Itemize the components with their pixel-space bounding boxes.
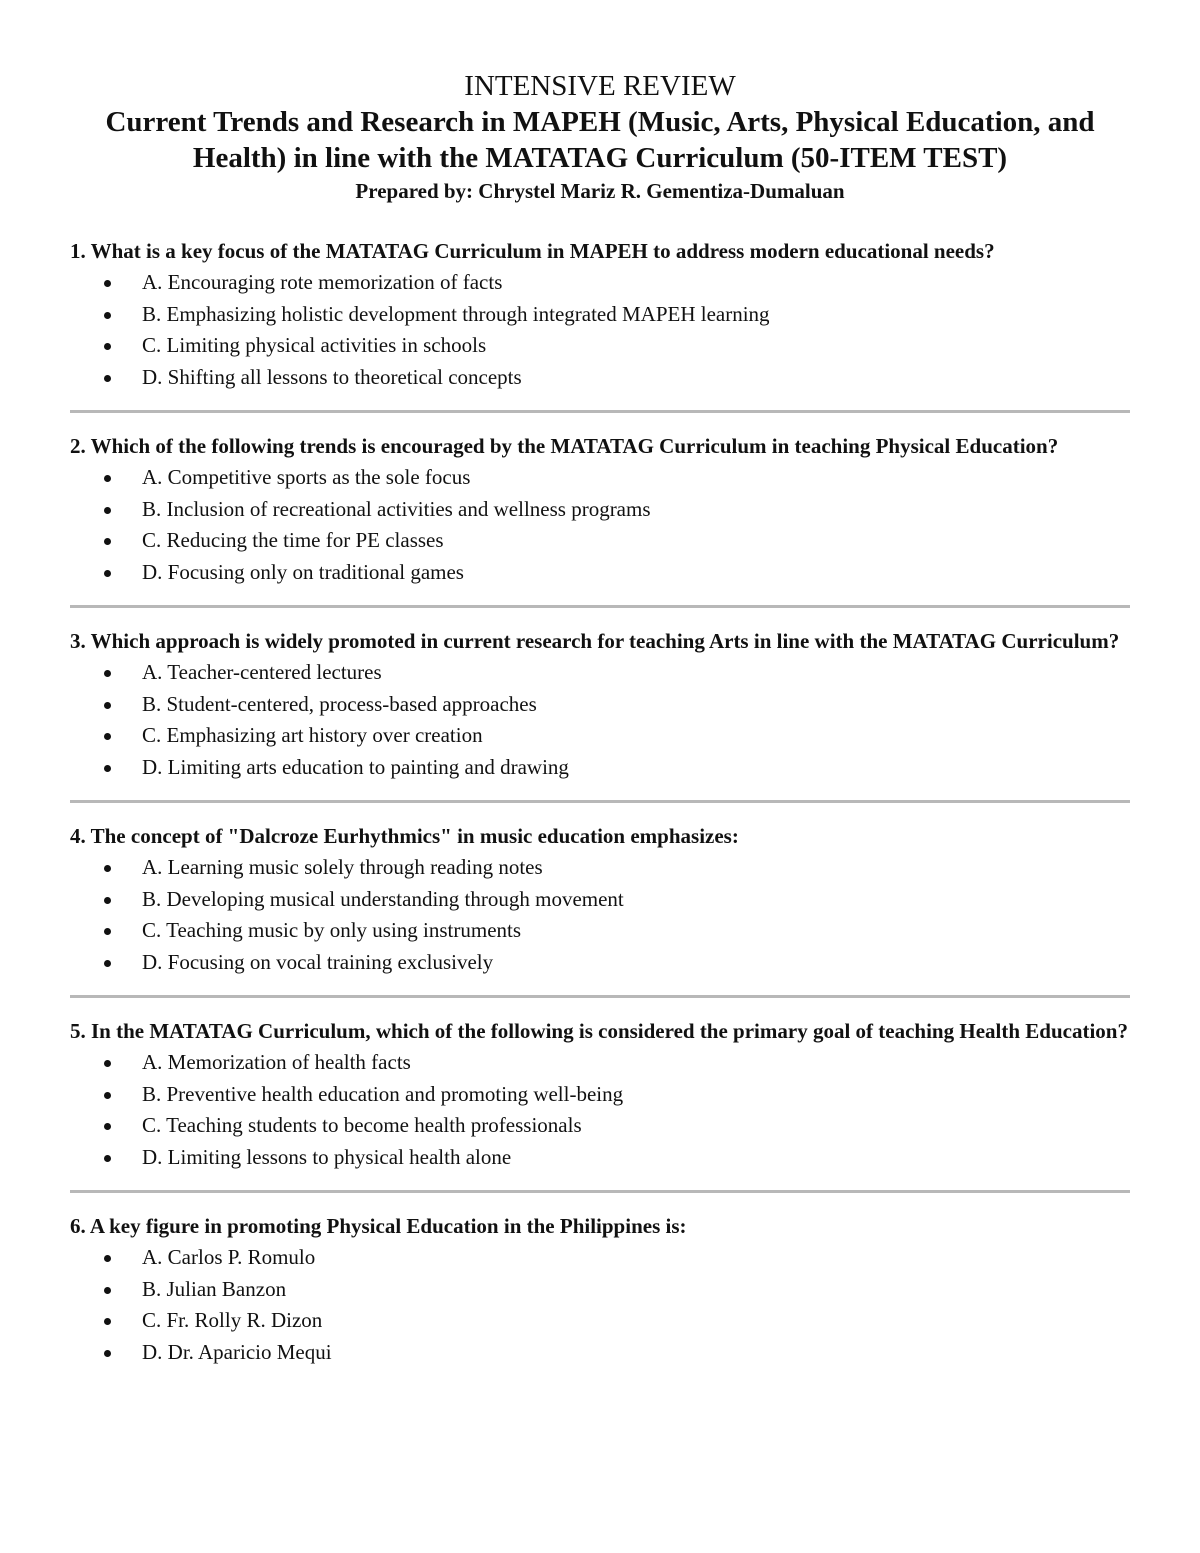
divider bbox=[70, 605, 1130, 608]
option-list bbox=[70, 267, 1130, 393]
option-text: B. Student-centered, process-based approaches bbox=[142, 691, 537, 716]
option-c bbox=[70, 1110, 1130, 1142]
option-d bbox=[70, 1337, 1130, 1369]
question-4 bbox=[70, 817, 1130, 978]
option-text: A. Carlos P. Romulo bbox=[142, 1245, 316, 1269]
bullet-icon bbox=[104, 765, 111, 772]
option-b bbox=[70, 494, 1130, 526]
bullet-icon bbox=[104, 1123, 111, 1130]
bullet-icon bbox=[104, 570, 111, 577]
bullet-icon bbox=[104, 475, 111, 482]
option-text: C. Teaching music by only using instruments bbox=[142, 918, 522, 942]
bullet-icon bbox=[104, 1350, 111, 1357]
option-a bbox=[70, 852, 1130, 884]
bullet-icon bbox=[104, 1060, 111, 1067]
bullet-icon bbox=[104, 375, 111, 382]
bullet-icon bbox=[104, 343, 111, 350]
option-c bbox=[70, 330, 1130, 362]
question-text: 3. Which approach is widely promoted in current research for teaching Arts in line with the MATATAG Curriculum? bbox=[70, 629, 1120, 653]
option-b bbox=[70, 689, 1130, 721]
option-b bbox=[70, 299, 1130, 331]
option-list bbox=[70, 852, 1130, 978]
option-text: D. Focusing only on traditional games bbox=[142, 559, 464, 584]
option-d bbox=[70, 362, 1130, 394]
bullet-icon bbox=[104, 1255, 111, 1262]
document-title: INTENSIVE REVIEW bbox=[464, 70, 736, 102]
option-text: B. Preventive health education and promoting well-being bbox=[142, 1081, 624, 1106]
question-list bbox=[70, 232, 1130, 1368]
document-subtitle: Current Trends and Research in MAPEH (Music, Arts, Physical Education, and Health) in line with the MATATAG Curriculum (50-ITEM TEST) bbox=[105, 106, 1095, 174]
question-1 bbox=[70, 232, 1130, 393]
divider bbox=[70, 1190, 1130, 1193]
bullet-icon bbox=[104, 670, 111, 677]
document-header bbox=[0, 68, 1200, 204]
question-text: 4. The concept of "Dalcroze Eurhythmics" in music education emphasizes: bbox=[70, 824, 739, 848]
prepared-by: Prepared by: Chrystel Mariz R. Gementiza-Dumaluan bbox=[355, 179, 845, 203]
bullet-icon bbox=[104, 312, 111, 319]
option-b bbox=[70, 1079, 1130, 1111]
bullet-icon bbox=[104, 538, 111, 545]
question-3 bbox=[70, 622, 1130, 783]
option-d bbox=[70, 752, 1130, 784]
option-text: A. Competitive sports as the sole focus bbox=[142, 465, 471, 489]
option-c bbox=[70, 915, 1130, 947]
option-text: A. Teacher-centered lectures bbox=[142, 660, 382, 684]
option-text: C. Limiting physical activities in schools bbox=[142, 333, 487, 357]
question-2 bbox=[70, 427, 1130, 588]
option-text: D. Limiting lessons to physical health alone bbox=[142, 1144, 512, 1169]
question-5 bbox=[70, 1012, 1130, 1173]
option-text: C. Fr. Rolly R. Dizon bbox=[142, 1308, 323, 1332]
option-list bbox=[70, 1242, 1130, 1368]
option-text: B. Developing musical understanding through movement bbox=[142, 886, 624, 911]
option-text: D. Limiting arts education to painting and drawing bbox=[142, 754, 569, 779]
question-text: 5. In the MATATAG Curriculum, which of the following is considered the primary goal of teaching Health Education? bbox=[70, 1019, 1128, 1043]
option-list bbox=[70, 462, 1130, 588]
option-d bbox=[70, 557, 1130, 589]
option-list bbox=[70, 1047, 1130, 1173]
option-a bbox=[70, 462, 1130, 494]
option-c bbox=[70, 1305, 1130, 1337]
option-d bbox=[70, 947, 1130, 979]
option-text: A. Encouraging rote memorization of facts bbox=[142, 270, 503, 294]
option-a bbox=[70, 267, 1130, 299]
option-c bbox=[70, 720, 1130, 752]
option-text: D. Focusing on vocal training exclusively bbox=[142, 949, 494, 974]
question-text: 1. What is a key focus of the MATATAG Curriculum in MAPEH to address modern educational needs? bbox=[70, 239, 995, 263]
bullet-icon bbox=[104, 1318, 111, 1325]
bullet-icon bbox=[104, 865, 111, 872]
option-c bbox=[70, 525, 1130, 557]
option-text: A. Memorization of health facts bbox=[142, 1050, 411, 1074]
bullet-icon bbox=[104, 897, 111, 904]
divider bbox=[70, 800, 1130, 803]
option-text: D. Dr. Aparicio Mequi bbox=[142, 1339, 332, 1364]
option-list bbox=[70, 657, 1130, 783]
option-text: A. Learning music solely through reading notes bbox=[142, 855, 543, 879]
option-text: C. Emphasizing art history over creation bbox=[142, 723, 483, 747]
option-text: B. Emphasizing holistic development through integrated MAPEH learning bbox=[142, 301, 770, 326]
bullet-icon bbox=[104, 1155, 111, 1162]
bullet-icon bbox=[104, 507, 111, 514]
bullet-icon bbox=[104, 960, 111, 967]
bullet-icon bbox=[104, 1287, 111, 1294]
divider bbox=[70, 410, 1130, 413]
bullet-icon bbox=[104, 733, 111, 740]
bullet-icon bbox=[104, 702, 111, 709]
option-text: D. Shifting all lessons to theoretical concepts bbox=[142, 364, 522, 389]
option-a bbox=[70, 1242, 1130, 1274]
option-d bbox=[70, 1142, 1130, 1174]
divider bbox=[70, 995, 1130, 998]
option-text: B. Julian Banzon bbox=[142, 1276, 287, 1301]
option-text: C. Teaching students to become health professionals bbox=[142, 1113, 582, 1137]
option-b bbox=[70, 884, 1130, 916]
option-text: C. Reducing the time for PE classes bbox=[142, 528, 444, 552]
question-text: 6. A key figure in promoting Physical Education in the Philippines is: bbox=[70, 1214, 687, 1238]
bullet-icon bbox=[104, 280, 111, 287]
option-a bbox=[70, 1047, 1130, 1079]
bullet-icon bbox=[104, 928, 111, 935]
option-a bbox=[70, 657, 1130, 689]
question-6 bbox=[70, 1207, 1130, 1368]
option-b bbox=[70, 1274, 1130, 1306]
question-text: 2. Which of the following trends is encouraged by the MATATAG Curriculum in teaching Physical Education? bbox=[70, 434, 1059, 458]
option-text: B. Inclusion of recreational activities and wellness programs bbox=[142, 496, 651, 521]
bullet-icon bbox=[104, 1092, 111, 1099]
